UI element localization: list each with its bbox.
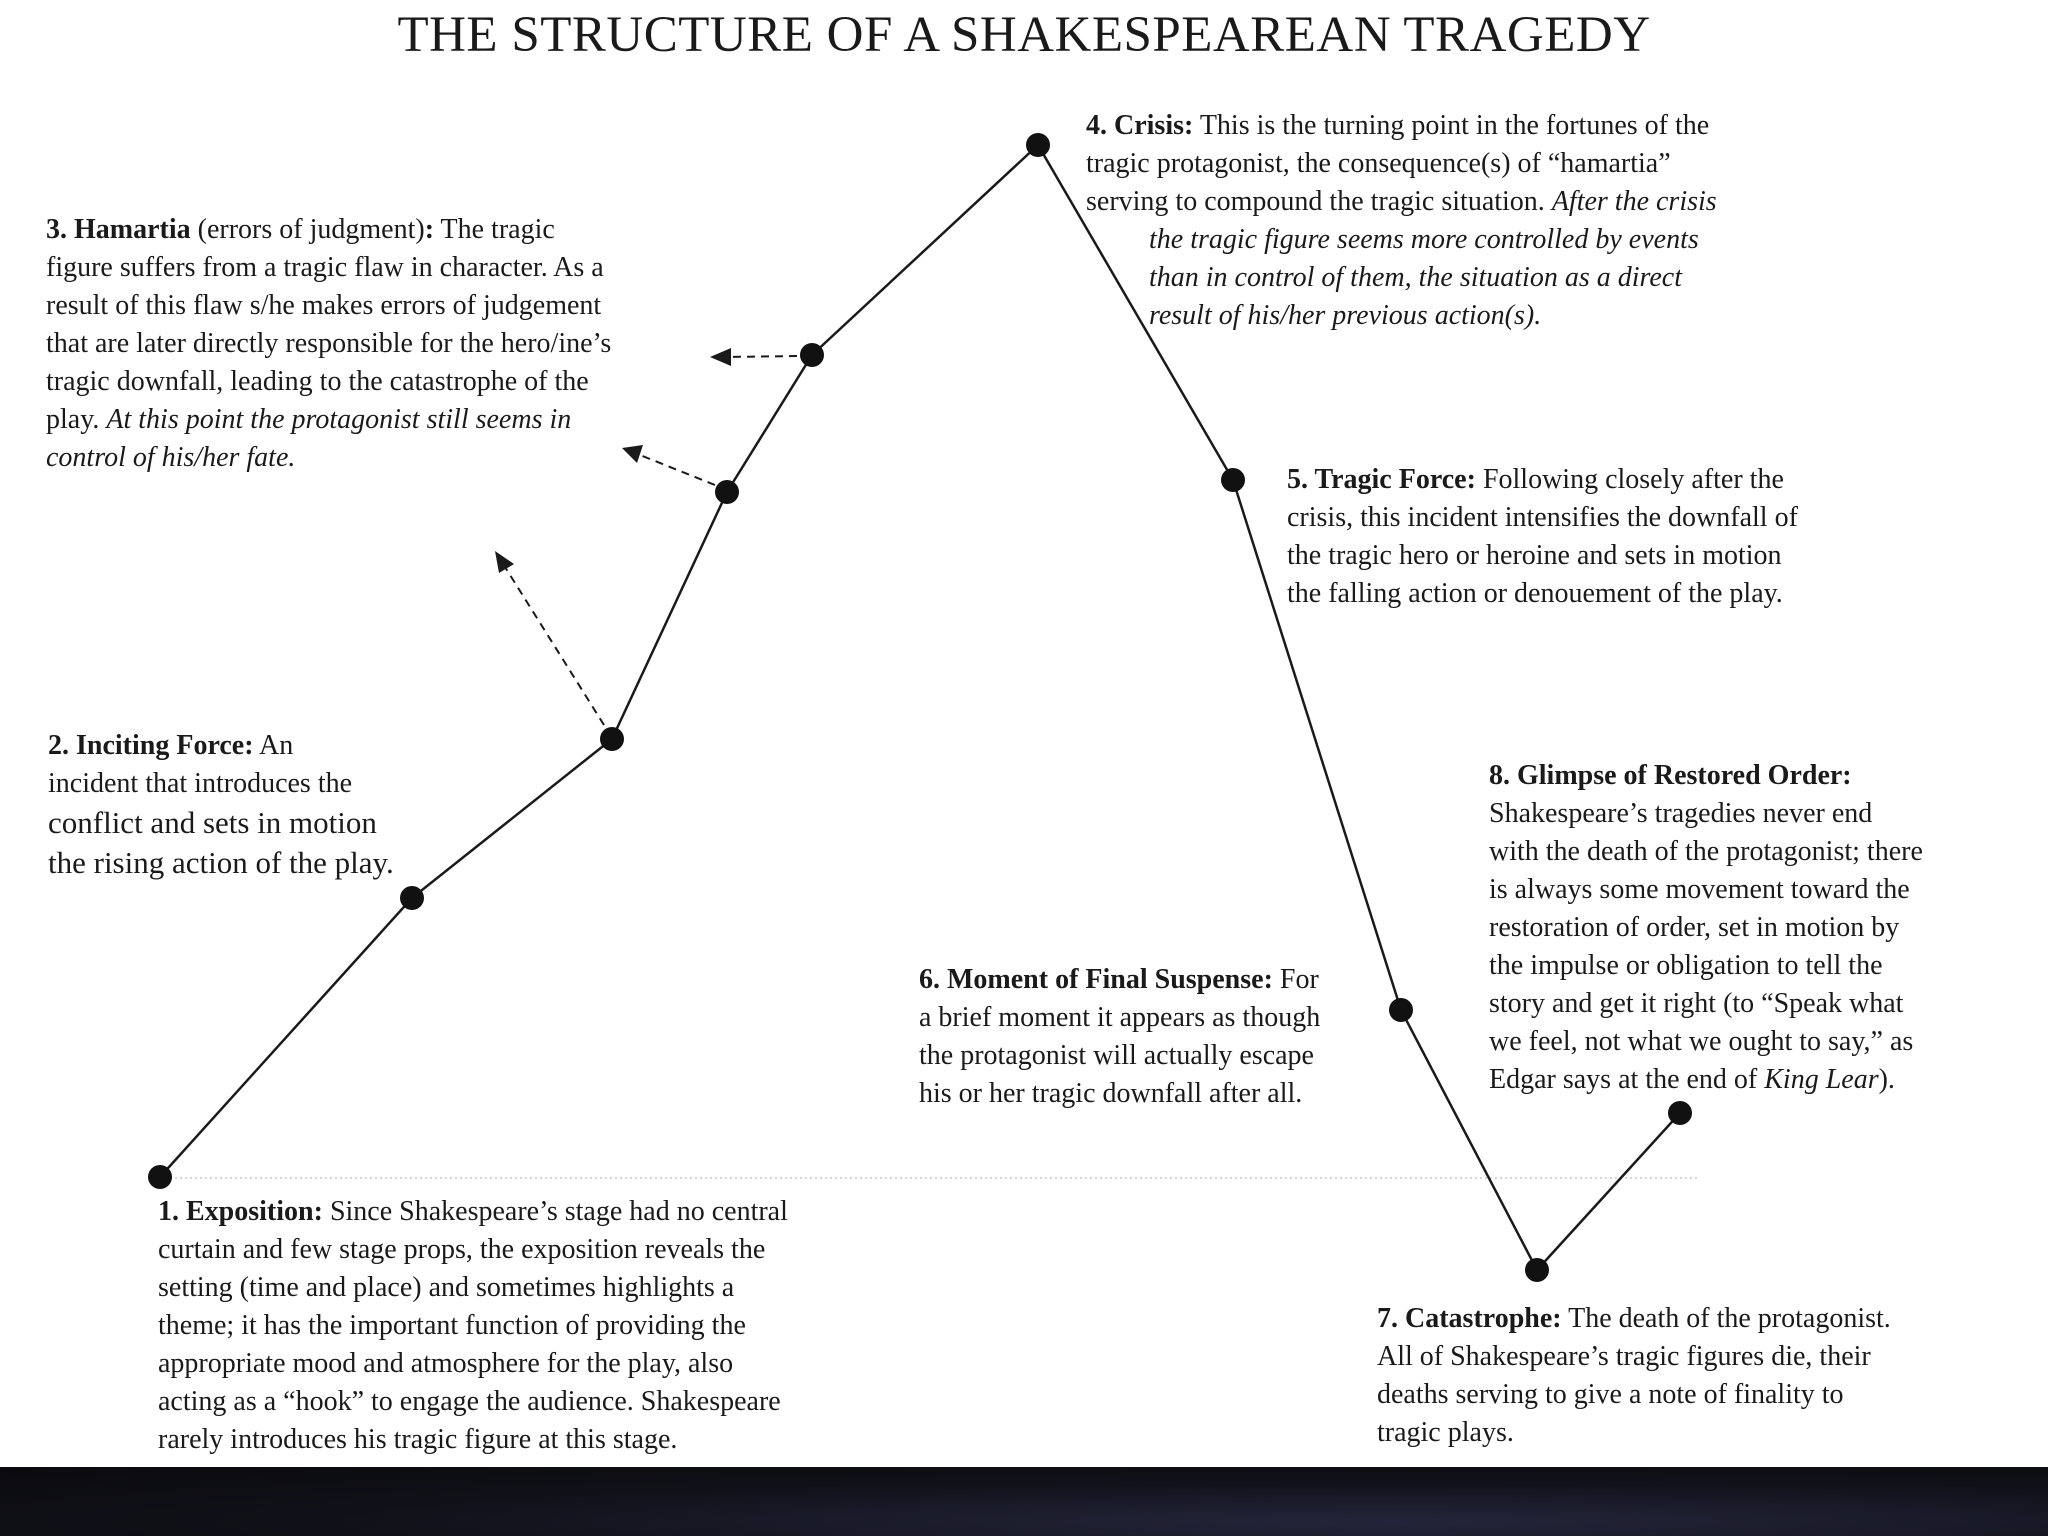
note-final-suspense: 6. Moment of Final Suspense: For a brief moment it appears as though the protagonist will actually escape his or her tragic downfall after all. <box>919 964 1321 1109</box>
point-rising-3 <box>800 343 824 367</box>
point-rising-2 <box>715 480 739 504</box>
point-exposition <box>148 1165 172 1189</box>
arrow-shaft-2 <box>640 455 715 485</box>
arrow-shaft-1 <box>505 567 604 725</box>
note-catastrophe: 7. Catastrophe: The death of the protagonist. All of Shakespeare’s tragic figures die, their deaths serving to give a note of finality to tragic plays. <box>1377 1303 1891 1448</box>
note-inciting-force: 2. Inciting Force: An incident that introduces the conflict and sets in motion the rising action of the play. <box>48 730 394 880</box>
footer-bar <box>0 1467 2048 1536</box>
arrow-shaft-3 <box>727 356 797 357</box>
tragic-force-heading: 5. Tragic Force: <box>1287 464 1476 495</box>
exposition-heading: 1. Exposition: <box>158 1196 323 1227</box>
catastrophe-heading: 7. Catastrophe: <box>1377 1303 1562 1334</box>
inciting-force-heading: 2. Inciting Force: <box>48 730 254 761</box>
point-catastrophe <box>1525 1258 1549 1282</box>
note-exposition: 1. Exposition: Since Shakespeare’s stage had no central curtain and few stage props, the exposition reveals the setting (time and place) and sometimes highlights a theme; it has the important function of providing the appropriate mood and atmosphere for the play, also acting as a “hook” to engage the audience. Shakespeare rarely introduces his tragic figure at this stage. <box>158 1196 788 1455</box>
final-suspense-heading: 6. Moment of Final Suspense: <box>919 964 1273 995</box>
arrowhead-3 <box>710 348 731 366</box>
point-tragic-force <box>1221 468 1245 492</box>
point-inciting-force <box>400 886 424 910</box>
note-restored-order: 8. Glimpse of Restored Order: Shakespeare’s tragedies never end with the death of the protagonist; there is always some movement toward the restoration of order, set in motion by the impulse or obligation to tell the story and get it right (to “Speak what we feel, not what we ought to say,” as Edgar says at the end of King Lear). <box>1489 760 1923 1095</box>
note-hamartia: 3. Hamartia (errors of judgment): The tragic figure suffers from a tragic flaw in character. As a result of this flaw s/he makes errors of judgement that are later directly responsible for the hero/ine’s tragic downfall, leading to the catastrophe of the play. At this point the protagonist still seems in control of his/her fate. <box>46 214 612 473</box>
hamartia-heading: 3. Hamartia <box>46 214 191 245</box>
arrowhead-1 <box>495 551 514 573</box>
restored-order-heading: 8. Glimpse of Restored Order: <box>1489 760 1852 791</box>
point-crisis <box>1026 133 1050 157</box>
arrowhead-2 <box>622 445 643 463</box>
point-final-suspense <box>1389 998 1413 1022</box>
note-tragic-force: 5. Tragic Force: Following closely after the crisis, this incident intensifies the downfall of the tragic hero or heroine and sets in motion the falling action or denouement of the play. <box>1287 464 1798 609</box>
point-restored-order <box>1668 1101 1692 1125</box>
diagram-title: THE STRUCTURE OF A SHAKESPEAREAN TRAGEDY <box>397 7 1651 63</box>
point-rising-1 <box>600 727 624 751</box>
crisis-heading: 4. Crisis: <box>1086 110 1194 141</box>
note-crisis: 4. Crisis: This is the turning point in the fortunes of the tragic protagonist, the consequence(s) of “hamartia” serving to compound the tragic situation. After the crisis the tragic figure seems more controlled by events than in control of them, the situation as a direct result of his/her previous action(s). <box>1086 110 1717 331</box>
